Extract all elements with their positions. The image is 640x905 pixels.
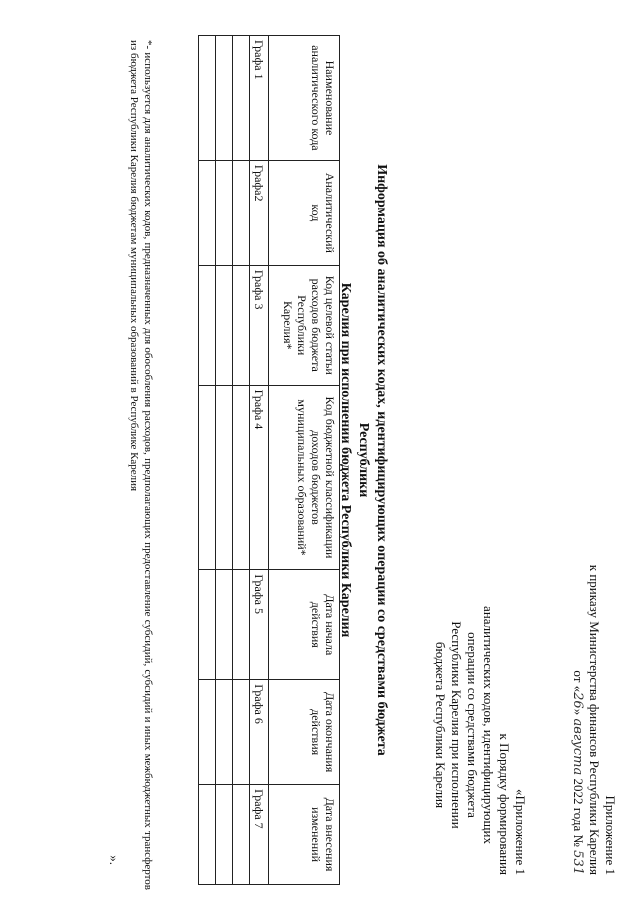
col-header: Дата окончания действия (269, 680, 340, 785)
appendix-line1: Приложение 1 (603, 795, 618, 875)
title-line1: Информация об аналитических кодах, идентифицирующих операции со средствами бюджета Республики (356, 164, 389, 756)
handwritten-number: 531 (570, 850, 585, 875)
sub-line4: операции со средствами бюджета (465, 632, 480, 818)
appendix-line3: от «26» августа 2022 года № 531 (570, 670, 586, 875)
col-header: Дата начала действия (269, 570, 340, 680)
sub-line2: к Порядку формирования (497, 733, 512, 875)
col-number: Графа 3 (250, 265, 269, 385)
table-number-row (250, 36, 269, 885)
handwritten-day: 26 (570, 692, 585, 709)
table-row (233, 36, 250, 885)
title-line2: Карелия при исполнении бюджета Республики Карелия (338, 282, 353, 638)
col-header: Наименование аналитического кода (269, 36, 340, 161)
table-row (216, 36, 233, 885)
sub-line1: «Приложение 1 (513, 788, 528, 875)
col-header: Аналитический код (269, 160, 340, 265)
table-row (199, 36, 216, 885)
col-number: Графа 4 (250, 385, 269, 570)
handwritten-month: августа (570, 718, 585, 776)
col-number: Графа 6 (250, 680, 269, 785)
appendix-header (569, 495, 618, 875)
analytic-codes-table (198, 35, 340, 885)
footnote: *- используется для аналитических кодов, предназначенных для обособления расходов, предполагающих предоставление субсидий, субсидий и иных межбюджетных трансфертов из бюджета Республики Карелия бюджетам муниципальных образований в Республике Карелия (128, 40, 154, 890)
col-number: Графа 7 (250, 785, 269, 885)
table-header-row (269, 36, 340, 885)
sub-line5: Республики Карелия при исполнении (449, 621, 464, 829)
appendix-subheader (432, 575, 528, 875)
col-header: Код целевой статьи расходов бюджета Республики Карелия* (269, 265, 340, 385)
col-header: Дата внесения изменений (269, 785, 340, 885)
document-title (336, 150, 390, 770)
col-number: Графа2 (250, 160, 269, 265)
col-number: Графа 1 (250, 36, 269, 161)
appendix-line2: к приказу Министерства финансов Республики Карелия (587, 564, 602, 875)
sub-line6: бюджета Республики Карелия (433, 641, 448, 809)
closing-quote: ». (107, 855, 122, 865)
col-number: Графа 5 (250, 570, 269, 680)
col-header: Код бюджетной классификации доходов бюджетов муниципальных образований* (269, 385, 340, 570)
sub-line3: аналитических кодов, идентифицирующих (481, 606, 496, 844)
